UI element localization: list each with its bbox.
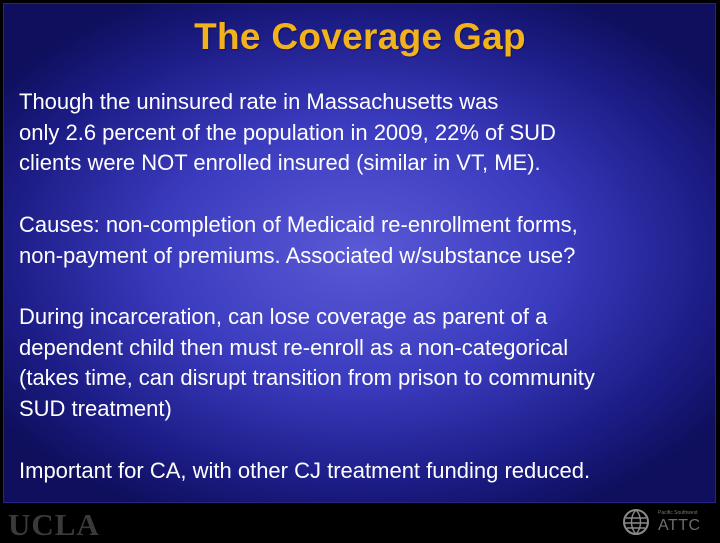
paragraph-line: Though the uninsured rate in Massachusetts was — [19, 89, 499, 114]
attc-region-label: Pacific Southwest — [658, 510, 698, 516]
paragraph-line: (takes time, can disrupt transition from prison to community — [19, 365, 595, 390]
paragraph-line: clients were NOT enrolled insured (similar in VT, ME). — [19, 150, 541, 175]
paragraph-causes — [19, 210, 578, 271]
paragraph-line: non-payment of premiums. Associated w/substance use? — [19, 242, 576, 268]
paragraph-incarceration — [19, 302, 595, 424]
paragraph-line: During incarceration, can lose coverage as parent of a — [19, 304, 548, 329]
attc-logo — [620, 506, 712, 538]
paragraph-massachusetts — [19, 87, 556, 179]
paragraph-line: Causes: non-completion of Medicaid re-enrollment forms, — [19, 212, 578, 237]
paragraph-california — [19, 456, 590, 487]
attc-globe-icon — [620, 506, 654, 538]
paragraph-line: dependent child then must re-enroll as a non-categorical — [19, 334, 569, 360]
attc-wordmark: ATTC — [658, 517, 701, 534]
paragraph-line: only 2.6 percent of the population in 2009, 22% of SUD — [19, 119, 556, 145]
paragraph-line: Important for CA, with other CJ treatment funding reduced. — [19, 458, 591, 483]
paragraph-line: SUD treatment) — [19, 395, 172, 421]
slide-title: The Coverage Gap — [194, 16, 526, 57]
ucla-logo: UCLA — [8, 507, 100, 542]
